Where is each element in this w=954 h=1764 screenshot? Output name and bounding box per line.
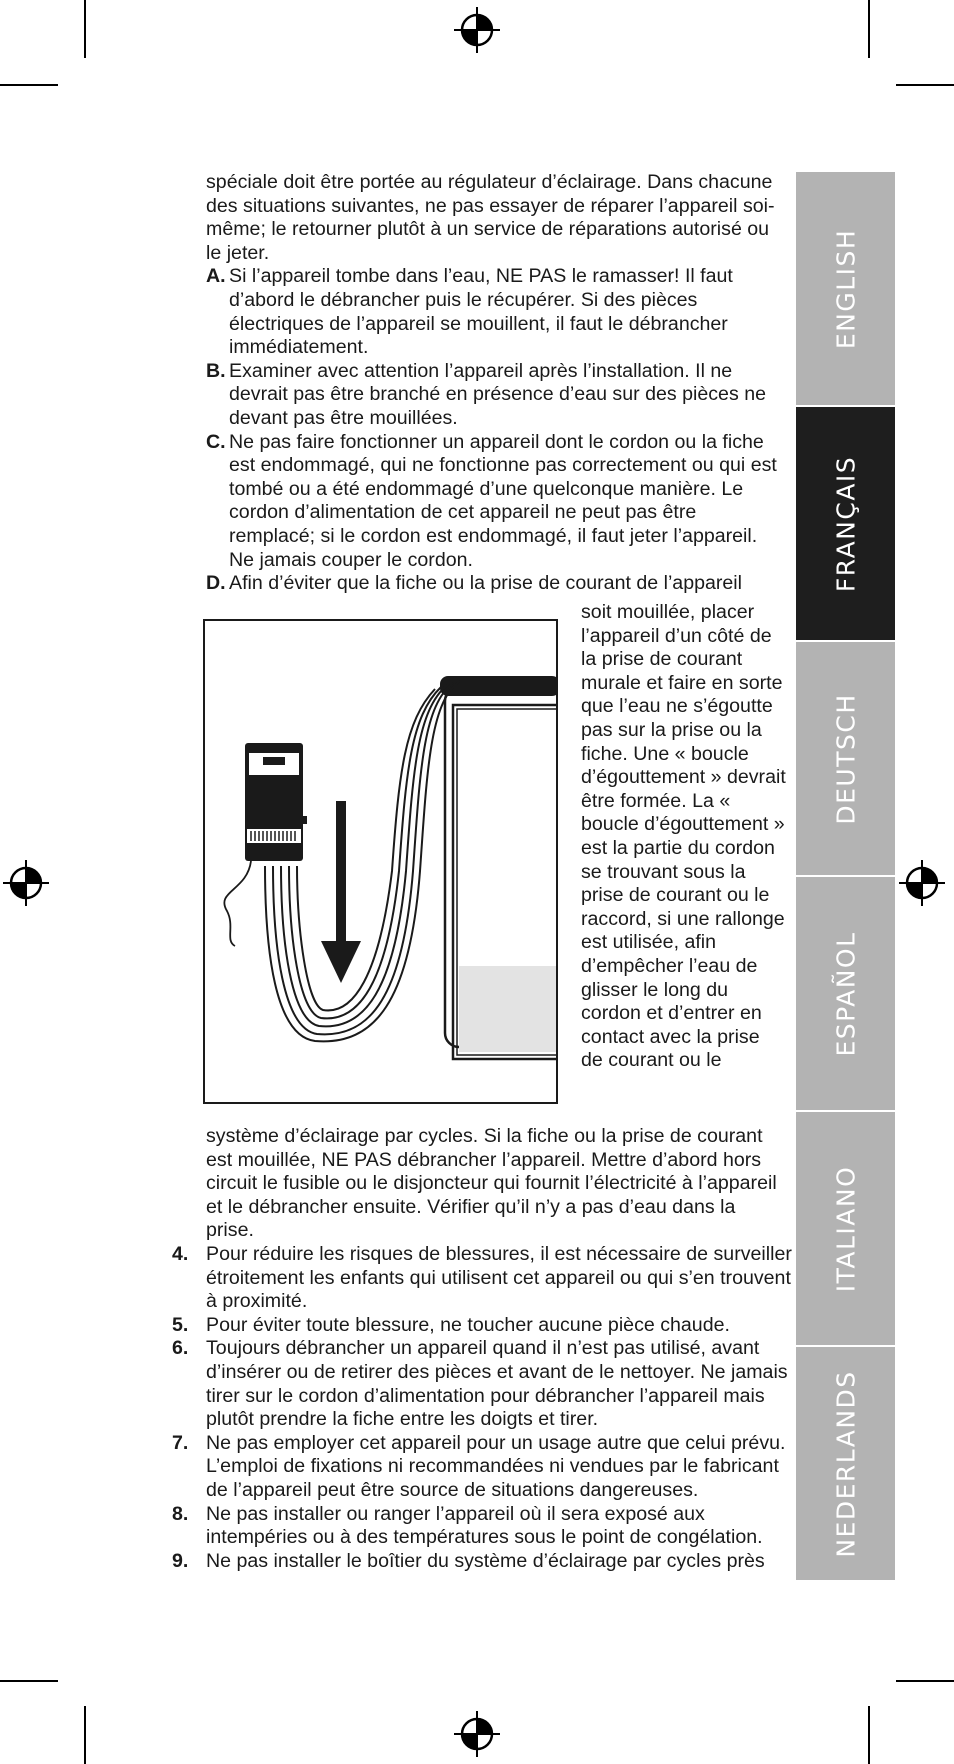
item-number: 8. xyxy=(172,1502,189,1525)
crop-mark xyxy=(0,84,58,86)
registration-mark-icon xyxy=(899,860,945,906)
drip-loop-diagram xyxy=(205,621,556,1102)
tab-francais[interactable] xyxy=(796,407,895,642)
crop-mark xyxy=(84,1706,86,1764)
item-number: 5. xyxy=(172,1313,189,1336)
registration-mark-icon xyxy=(3,860,49,906)
registration-mark-icon xyxy=(454,7,500,53)
item-text: Si l’appareil tombe dans l’eau, NE PAS le ramasser! Il faut d’abord le débrancher puis le récupérer. Si des pièces électriques de l’appareil se mouillent, il faut le débrancher immédiatement. xyxy=(229,265,733,359)
tab-label: FRANÇAIS xyxy=(831,455,860,592)
tab-label: ENGLISH xyxy=(831,228,860,349)
item-text: Ne pas employer cet appareil pour un usage autre que celui prévu. L’emploi de fixations ni recommandées ni vendues par le fabricant de l’appareil peut être source de situations dangereuses. xyxy=(206,1431,786,1501)
tab-deutsch[interactable] xyxy=(796,642,895,877)
item-letter: B. xyxy=(206,359,226,382)
item-number: 9. xyxy=(172,1549,189,1572)
list-item xyxy=(172,1432,792,1503)
list-item xyxy=(172,1243,792,1314)
tab-nederlands[interactable] xyxy=(796,1347,895,1582)
item-number: 7. xyxy=(172,1431,189,1454)
lettered-list xyxy=(206,265,786,595)
list-item xyxy=(172,1314,792,1338)
item-letter: A. xyxy=(206,265,226,288)
tab-label: ESPAÑOL xyxy=(831,930,860,1057)
item-text: Toujours débrancher un appareil quand il n’est pas utilisé, avant d’insérer ou de retirer des pièces et avant de le nettoyer. Ne jamais tirer sur le cordon d’alimentation pour débrancher l’appareil mais plutôt prendre la fiche entre les doigts et tirer. xyxy=(206,1337,788,1431)
language-tabs xyxy=(796,172,895,1582)
crop-mark xyxy=(84,0,86,58)
crop-mark xyxy=(896,84,954,86)
tab-italiano[interactable] xyxy=(796,1112,895,1347)
crop-mark xyxy=(868,1706,870,1764)
list-item xyxy=(206,431,786,573)
crop-mark xyxy=(896,1680,954,1682)
registration-mark-icon xyxy=(454,1711,500,1757)
item-text: Ne pas installer ou ranger l’appareil où il sera exposé aux intempéries ou à des températures sous le point de congélation. xyxy=(206,1502,763,1549)
item-d-continued: système d’éclairage par cycles. Si la fiche ou la prise de courant est mouillée, NE PAS débrancher l’appareil. Mettre d’abord hors circuit le fusible ou le disjoncteur qui fournit l’électricité à l’appareil et le débrancher ensuite. Vérifier qu’il n’y a pas d’eau dans la prise. xyxy=(206,1125,777,1242)
numbered-list xyxy=(172,1243,792,1573)
item-text: Examiner avec attention l’appareil après l’installation. Il ne devrait pas être branché en présence d’eau sur des pièces ne devant pas être mouillées. xyxy=(229,359,766,429)
crop-mark xyxy=(0,1680,58,1682)
main-text xyxy=(206,171,786,596)
list-item xyxy=(206,265,786,359)
list-item xyxy=(206,360,786,431)
item-text: Pour réduire les risques de blessures, il est nécessaire de surveiller étroitement les enfants qui utilisent cet appareil ou qui s’en trouvent à proximité. xyxy=(206,1243,792,1313)
item-text: Ne pas faire fonctionner un appareil dont le cordon ou la fiche est endommagé, qui ne fonctionne pas correctement ou qui est tombé ou a été endommagé d’une quelconque manière. Le cordon d’alimentation de cet appareil ne peut pas être remplacé; si le cordon est endommagé, il faut jeter l’appareil. Ne jamais couper le cordon. xyxy=(229,430,777,571)
item-letter: C. xyxy=(206,430,226,453)
item-text: Pour éviter toute blessure, ne toucher aucune pièce chaude. xyxy=(206,1313,730,1336)
item-number: 4. xyxy=(172,1243,189,1265)
list-item xyxy=(172,1503,792,1550)
tab-label: DEUTSCH xyxy=(831,692,860,825)
list-item xyxy=(172,1337,792,1431)
item-letter: D. xyxy=(206,572,226,595)
intro-paragraph: spéciale doit être portée au régulateur d’éclairage. Dans chacune des situations suivantes, ne pas essayer de réparer l’appareil soi-même; le retourner plutôt à un service de réparations autorisé ou le jeter. xyxy=(206,171,775,264)
crop-mark xyxy=(868,0,870,58)
tab-label: ITALIANO xyxy=(831,1165,860,1292)
item-number: 6. xyxy=(172,1337,189,1360)
tab-espanol[interactable] xyxy=(796,877,895,1112)
tab-english[interactable] xyxy=(796,172,895,407)
item-text: Ne pas installer le boîtier du système d’éclairage par cycles près xyxy=(206,1549,765,1572)
drip-loop-illustration xyxy=(203,619,558,1104)
item-d-wrap-text: soit mouillée, placer l’appareil d’un côté de la prise de courant murale et faire en sorte que l’eau ne s’égoutte pas sur la prise ou la fiche. Une « boucle d’égouttement » devrait être formée. La « boucle d’égouttement » est la partie du cordon se trouvant sous la prise de courant ou le raccord, si une rallonge est utilisée, afin d’empêcher l’eau de glisser le long du cordon et d’entrer en contact avec la prise de courant ou le xyxy=(581,601,786,1072)
item-text: Afin d’éviter que la fiche ou la prise de courant de l’appareil xyxy=(229,572,743,595)
list-item xyxy=(206,572,786,596)
tab-label: NEDERLANDS xyxy=(831,1369,860,1558)
list-item xyxy=(172,1550,792,1574)
